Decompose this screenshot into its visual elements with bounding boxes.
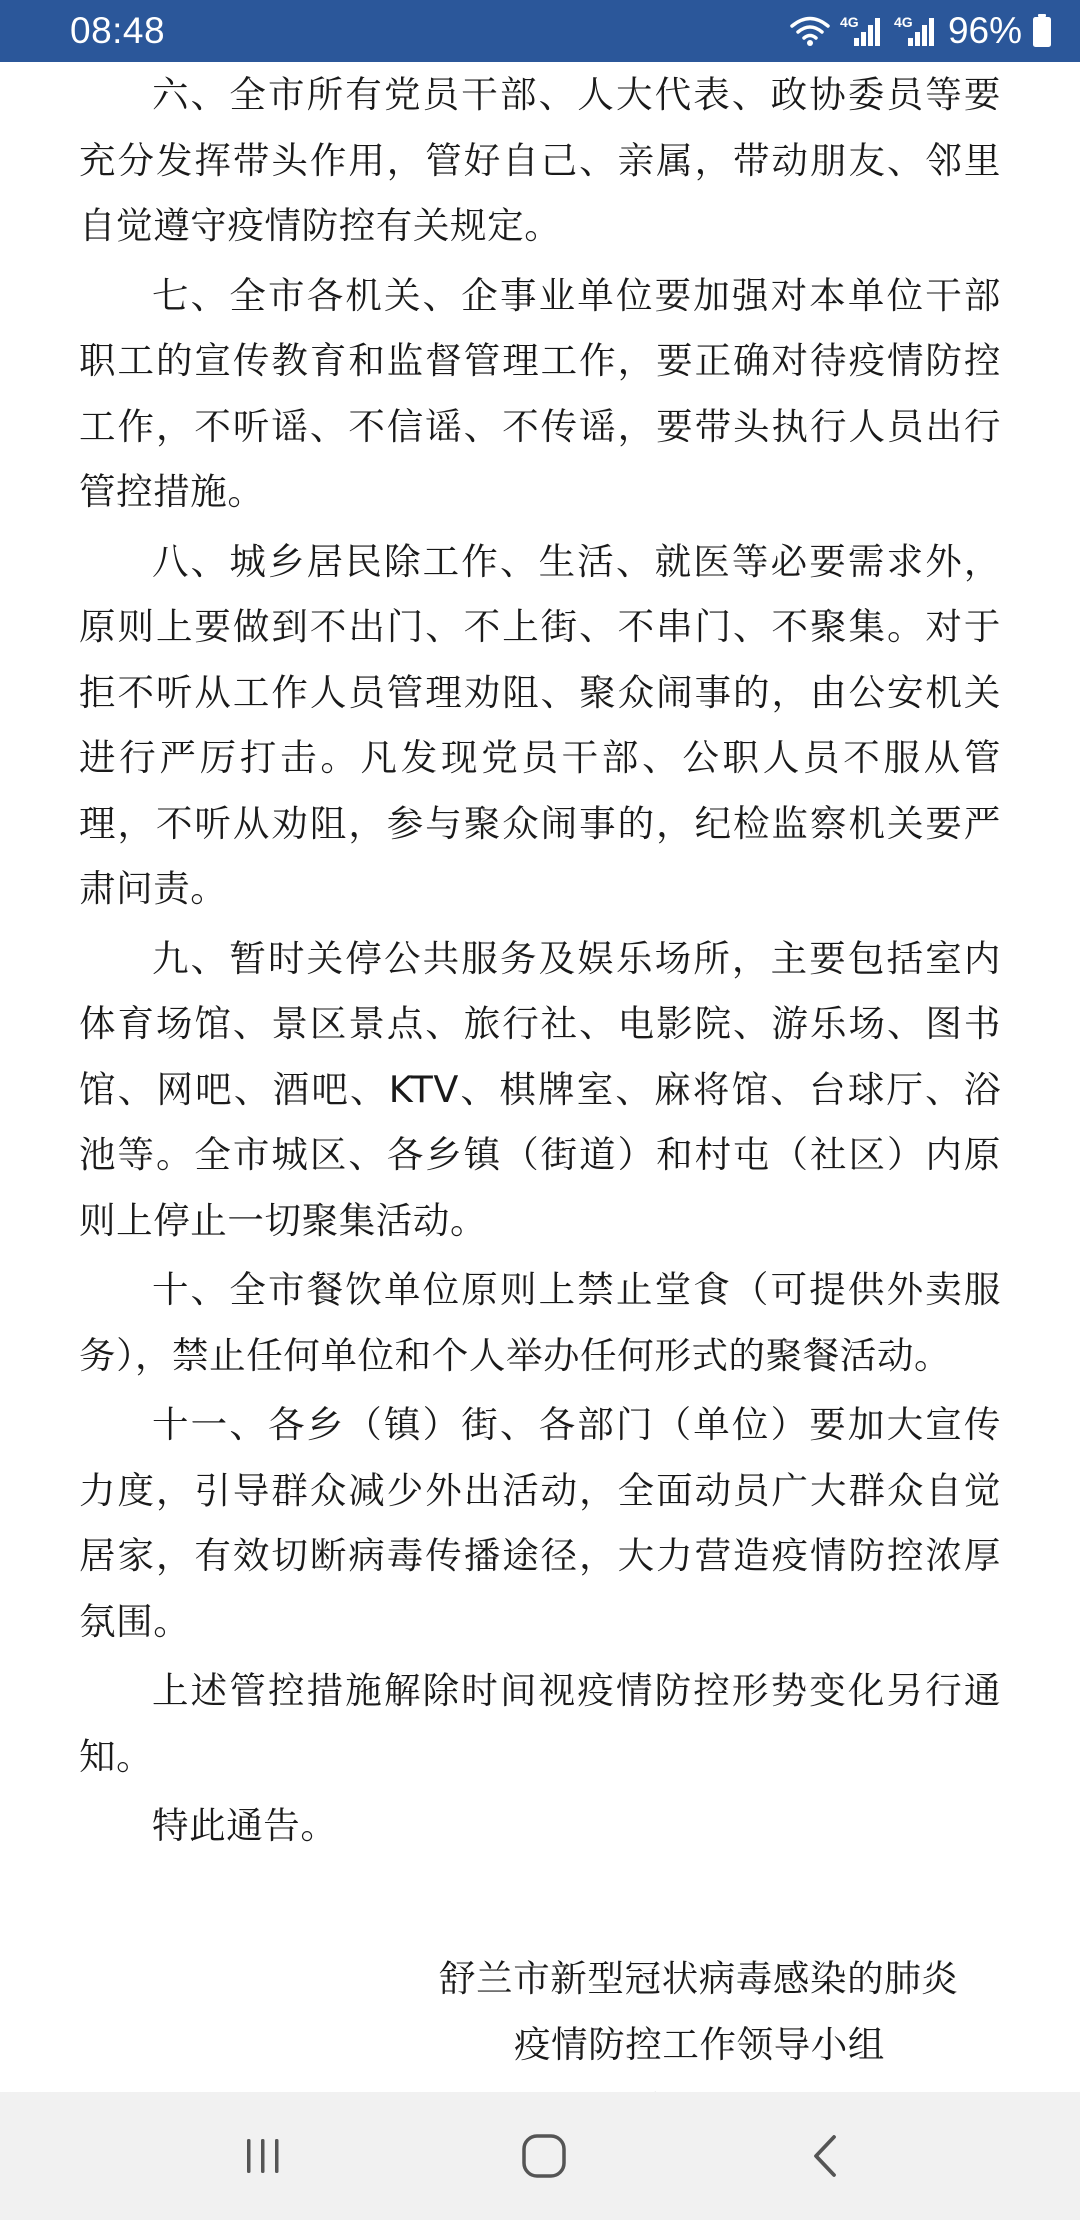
- paragraph-8: 八、城乡居民除工作、生活、就医等必要需求外，原则上要做到不出门、不上街、不串门、不聚集。对于拒不听从工作人员管理劝阻、聚众闹事的，由公安机关进行严厉打击。凡发现党员干部、公职人员不服从管理，不听从劝阻，参与聚众闹事的，纪检监察机关要严肃问责。: [79, 539, 1001, 910]
- recent-apps-button[interactable]: [218, 2118, 308, 2194]
- paragraph-7: 七、全市各机关、企事业单位要加强对本单位干部职工的宣传教育和监督管理工作，要正确对待疫情防控工作，不听谣、不信谣、不传谣，要带头执行人员出行管控措施。: [79, 273, 1001, 513]
- paragraph-9: 九、暂时关停公共服务及娱乐场所，主要包括室内体育场馆、景区景点、旅行社、电影院、游乐场、图书馆、网吧、酒吧、KTV、棋牌室、麻将馆、台球厅、浴池等。全市城区、各乡镇（街道）和村屯（社区）内原则上停止一切聚集活动。: [79, 936, 1001, 1242]
- wifi-icon: [790, 15, 830, 47]
- status-bar: [0, 0, 1080, 62]
- signal-4g-icon: 4G: [894, 14, 938, 48]
- back-button[interactable]: [780, 2118, 870, 2194]
- home-icon: [521, 2133, 567, 2179]
- signature-org-line2: 疫情防控工作领导小组: [514, 2023, 885, 2066]
- document-body: [79, 62, 1001, 2092]
- closing-note: 上述管控措施解除时间视疫情防控形势变化另行通知。: [79, 1669, 1001, 1778]
- status-time: 08:48: [70, 10, 166, 51]
- paragraph-6: 六、全市所有党员干部、人大代表、政协委员等要充分发挥带头作用，管好自己、亲属，带动朋友、邻里自觉遵守疫情防控有关规定。: [79, 73, 1001, 247]
- status-icons: [790, 10, 1052, 52]
- navigation-bar: [0, 2092, 1080, 2220]
- paragraph-10: 十、全市餐饮单位原则上禁止堂食（可提供外卖服务），禁止任何单位和个人举办任何形式的聚餐活动。: [79, 1268, 1001, 1377]
- back-icon: [808, 2134, 842, 2178]
- home-button[interactable]: [499, 2118, 589, 2194]
- signature-org-line1: 舒兰市新型冠状病毒感染的肺炎: [439, 1957, 959, 2000]
- battery-icon: [1032, 14, 1052, 48]
- battery-percent: 96%: [947, 10, 1022, 51]
- paragraph-11: 十一、各乡（镇）街、各部门（单位）要加大宣传力度，引导群众减少外出活动，全面动员广大群众自觉居家，有效切断病毒传播途径，大力营造疫情防控浓厚氛围。: [79, 1403, 1001, 1643]
- signal-4g-icon: 4G: [840, 14, 884, 48]
- announcement-closing: 特此通告。: [152, 1804, 338, 1847]
- recent-apps-icon: [243, 2136, 283, 2176]
